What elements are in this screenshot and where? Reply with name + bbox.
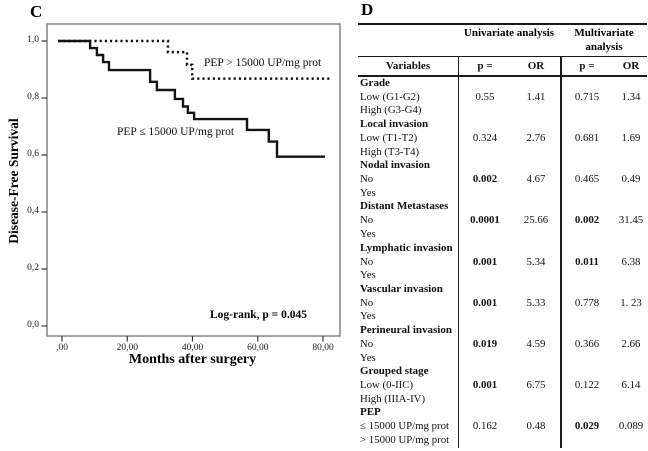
uni-p-value: 0.324 <box>472 131 498 144</box>
table-row <box>358 434 648 448</box>
table-row <box>358 310 648 324</box>
multi-p-value: 0.011 <box>575 255 599 268</box>
multivariate-analysis-header: Multivariate analysis <box>574 27 634 53</box>
multi-or-value: 1. 23 <box>620 296 642 309</box>
multi-or-value: 0.089 <box>618 420 644 433</box>
table-row <box>358 228 648 242</box>
uni-or-value: 0.48 <box>526 420 546 433</box>
table-row <box>358 296 648 310</box>
variable-name: Grouped stage <box>360 365 429 378</box>
multi-or-value: 1.34 <box>621 90 641 103</box>
uni-or-value: 5.33 <box>526 296 546 309</box>
table-header-row <box>358 57 648 74</box>
multi-p-value: 0.778 <box>574 296 600 309</box>
table-row <box>358 324 648 338</box>
table-row <box>358 420 648 434</box>
table-row <box>358 337 648 351</box>
uni-p-value: 0.0001 <box>470 214 500 227</box>
curve-label-pep-low: PEP ≤ 15000 UP/mg prot <box>117 126 235 138</box>
multi-or-value: 6.38 <box>621 255 641 268</box>
variable-name: Vascular invasion <box>360 282 443 295</box>
table-rule-top <box>358 23 647 25</box>
x-axis-title: Months after surgery <box>128 352 257 367</box>
variable-level: Yes <box>360 228 376 241</box>
univariate-analysis-header: Univariate analysis <box>463 27 555 39</box>
table-body <box>358 77 648 448</box>
x-tick-label: 20,00 <box>116 343 138 353</box>
multi-or-value: 0.49 <box>621 173 641 186</box>
table-row <box>358 186 648 200</box>
y-tick-label: 0,6 <box>27 149 39 159</box>
x-tick-label: ,00 <box>56 343 68 353</box>
uni-p-value: 0.55 <box>475 90 495 103</box>
panel-c-label: C <box>30 2 43 21</box>
variable-level: No <box>360 296 374 309</box>
y-tick-label: 0,0 <box>27 320 39 330</box>
uni-or-value: 2.76 <box>526 131 546 144</box>
variable-level: Yes <box>360 186 376 199</box>
header-multi-or: OR <box>622 59 640 72</box>
curve-label-pep-high: PEP > 15000 UP/mg prot <box>204 57 322 69</box>
multi-p-value: 0.681 <box>574 131 600 144</box>
variable-level: High (T3-T4) <box>360 145 420 158</box>
variable-name: Nodal invasion <box>360 159 430 172</box>
header-uni-or: OR <box>527 59 545 72</box>
plot-frame <box>47 24 340 336</box>
variable-name: Perineural invasion <box>360 324 452 337</box>
variable-level: High (G3-G4) <box>360 104 422 117</box>
multi-p-value: 0.029 <box>574 420 600 433</box>
variable-level: No <box>360 337 374 350</box>
table-row <box>358 283 648 297</box>
table-row <box>358 214 648 228</box>
table-row <box>358 255 648 269</box>
variable-level: Yes <box>360 269 376 282</box>
variable-name: Local invasion <box>360 118 429 131</box>
table-row <box>358 173 648 187</box>
variable-level: No <box>360 214 374 227</box>
table-row <box>358 241 648 255</box>
variable-level: Low (G1-G2) <box>360 90 420 103</box>
table-row <box>358 269 648 283</box>
variable-level: Low (0-IIC) <box>360 379 414 392</box>
variable-level: No <box>360 255 374 268</box>
multi-p-value: 0.465 <box>574 173 600 186</box>
axis-ticks <box>42 41 324 342</box>
variable-level: High (IIIA-IV) <box>360 392 426 405</box>
multi-or-value: 1.69 <box>621 131 641 144</box>
table-row <box>358 406 648 420</box>
uni-or-value: 25.66 <box>523 214 549 227</box>
table-row <box>358 77 648 91</box>
uni-or-value: 6.75 <box>526 379 546 392</box>
x-tick-label: 80,00 <box>312 343 334 353</box>
variable-level: > 15000 UP/mg prot <box>360 434 450 447</box>
variable-name: Lymphatic invasion <box>360 241 453 254</box>
multi-p-value: 0.002 <box>574 214 600 227</box>
header-uni-p: p = <box>477 59 493 72</box>
variable-level: Low (T1-T2) <box>360 131 418 144</box>
uni-p-value: 0.162 <box>472 420 498 433</box>
x-tick-label: 40,00 <box>181 343 204 353</box>
uni-or-value: 4.59 <box>526 337 546 350</box>
uni-p-value: 0.019 <box>472 337 498 350</box>
table-row <box>358 90 648 104</box>
uni-p-value: 0.001 <box>472 255 498 268</box>
uni-or-value: 4.67 <box>526 173 546 186</box>
uni-or-value: 5.34 <box>526 255 546 268</box>
variable-level: ≤ 15000 UP/mg prot <box>360 420 450 433</box>
table-row <box>358 104 648 118</box>
multi-p-value: 0.122 <box>574 379 600 392</box>
y-tick-label: 0,4 <box>27 206 39 216</box>
table-row <box>358 118 648 132</box>
variable-name: Distant Metastases <box>360 200 449 213</box>
y-tick-label: 0,8 <box>27 92 39 102</box>
multi-or-value: 2.66 <box>621 337 641 350</box>
multi-or-value: 6.14 <box>621 379 641 392</box>
variable-name: PEP <box>360 406 381 419</box>
multi-p-value: 0.715 <box>574 90 600 103</box>
variable-level: No <box>360 173 374 186</box>
table-row <box>358 131 648 145</box>
uni-p-value: 0.001 <box>472 296 498 309</box>
multi-or-value: 31.45 <box>618 214 644 227</box>
variable-level: Yes <box>360 310 376 323</box>
panel-d-label: D <box>361 0 374 19</box>
multi-p-value: 0.366 <box>574 337 600 350</box>
table-row <box>358 379 648 393</box>
table-row <box>358 145 648 159</box>
table-row <box>358 351 648 365</box>
variable-name: Grade <box>360 76 390 89</box>
table-row <box>358 392 648 406</box>
uni-or-value: 1.41 <box>526 90 546 103</box>
header-variables: Variables <box>385 59 431 72</box>
y-axis-title: Disease-Free Survival <box>6 118 21 244</box>
logrank-annotation: Log-rank, p = 0.045 <box>210 309 307 321</box>
uni-p-value: 0.001 <box>472 379 498 392</box>
table-row <box>358 200 648 214</box>
table-row <box>358 159 648 173</box>
y-tick-label: 1,0 <box>27 35 39 45</box>
header-multi-p: p = <box>579 59 595 72</box>
variable-level: Yes <box>360 351 376 364</box>
y-tick-label: 0,2 <box>27 263 39 273</box>
uni-p-value: 0.002 <box>472 173 498 186</box>
x-tick-label: 60,00 <box>247 343 269 353</box>
table-row <box>358 365 648 379</box>
